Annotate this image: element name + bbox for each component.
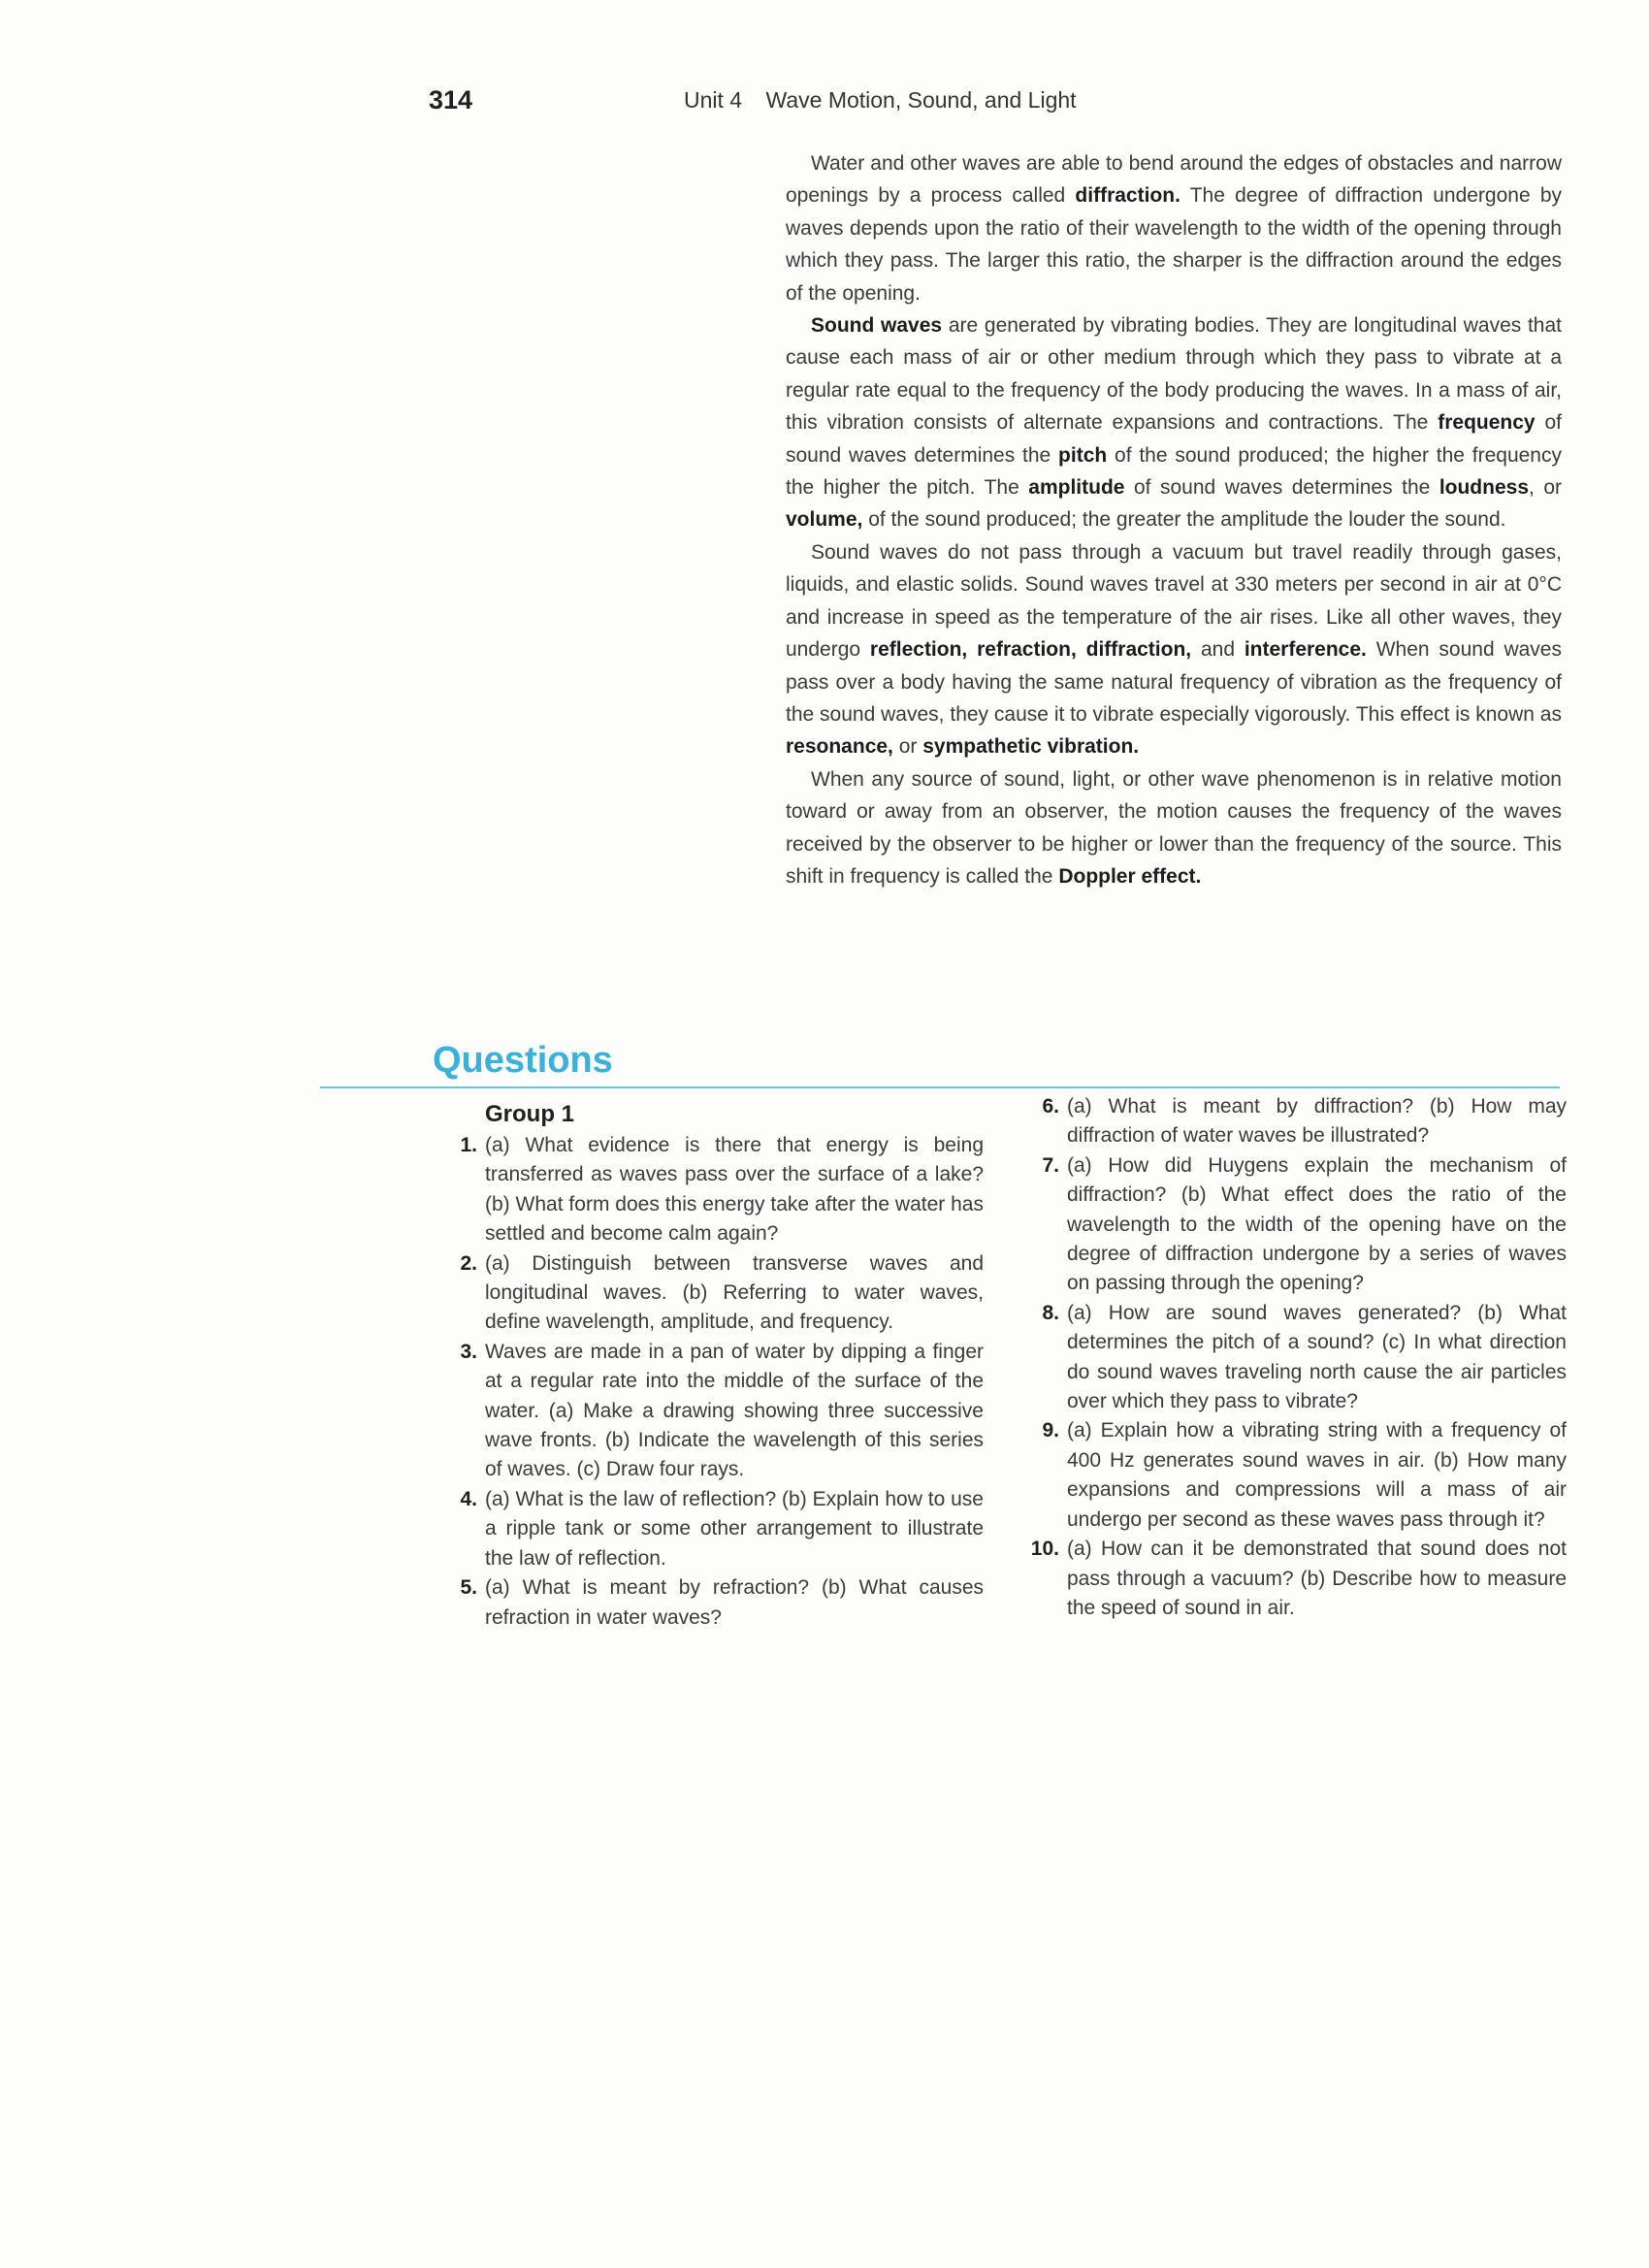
key-term: Doppler effect. xyxy=(1058,864,1202,888)
body-paragraph xyxy=(786,147,1562,309)
question-text: (a) How can it be demonstrated that sound does not pass through a vacuum? (b) Describe how to measure the speed of sound in air. xyxy=(1067,1538,1567,1619)
question-text: (a) How did Huygens explain the mechanism of diffraction? (b) What effect does the ratio of the wavelength to the width of the opening have on the degree of diffraction undergone by a series of waves on passing through the opening? xyxy=(1067,1153,1567,1295)
question-text: Waves are made in a pan of water by dipping a finger at a regular rate into the middle of the surface of the water. (a) Make a drawing showing three successive wave fronts. (b) Indicate the wavelength of this series of waves. (c) Draw four rays. xyxy=(485,1340,984,1481)
page-number: 314 xyxy=(429,85,473,114)
text-run: When sound waves pass over a body having the same natural frequency of vibration as the frequency of the sound waves, they cause it to vibrate especially vigorously. This effect is known as xyxy=(786,638,1562,726)
question-number: 4. xyxy=(460,1487,477,1510)
key-term: reflection, refraction, diffraction, xyxy=(869,638,1192,662)
text-run: The degree of diffraction undergone by waves depends upon the ratio of their wavelength to the width of the opening through which they pass. The larger this ratio, the sharper is the diffraction around the edges of the opening. xyxy=(786,184,1562,305)
question-text: (a) What evidence is there that energy is being transferred as waves pass over the surface of a lake? (b) What form does this energy take after the water has settled and become calm again? xyxy=(485,1134,984,1246)
question-item xyxy=(1028,1299,1567,1417)
question-number: 10. xyxy=(1030,1538,1059,1561)
questions-heading: Questions xyxy=(433,1040,613,1081)
text-run: of sound waves determines the xyxy=(786,411,1562,467)
body-text xyxy=(786,147,1562,892)
text-run: Sound waves do not pass through a vacuum but travel readily through gases, liquids, and elastic solids. Sound waves travel at 330 meters per second in air at 0°C and increase in speed as the temperature of the air rises. Like all other waves, they undergo xyxy=(786,540,1562,662)
question-number: 9. xyxy=(1042,1419,1059,1442)
section-divider xyxy=(320,1086,1560,1088)
text-run: of the sound produced; the higher the frequency the higher the pitch. The xyxy=(786,443,1562,500)
question-text: (a) What is the law of reflection? (b) Explain how to use a ripple tank or some other arrangement to illustrate the law of reflection. xyxy=(485,1487,984,1570)
question-number: 7. xyxy=(1042,1153,1059,1177)
key-term: loudness xyxy=(1439,476,1529,500)
body-paragraph xyxy=(786,309,1562,536)
key-term: diffraction. xyxy=(1075,184,1180,208)
question-text: (a) Distinguish between transverse waves and longitudinal waves. (b) Referring to water waves, define wavelength, amplitude, and frequency. xyxy=(485,1251,984,1334)
text-run: of sound waves determines the xyxy=(1124,476,1439,500)
questions-right-column xyxy=(1028,1092,1567,1623)
question-text: (a) How are sound waves generated? (b) What determines the pitch of a sound? (c) In what direction do sound waves traveling north cause the air particles over which they pass to vibrate? xyxy=(1067,1301,1567,1413)
key-term: interference. xyxy=(1244,638,1367,662)
text-run: are generated by vibrating bodies. They are longitudinal waves that cause each mass of air or other medium through which they pass to vibrate at a regular rate equal to the frequency of the body producing the waves. In a mass of air, this vibration consists of alternate expansions and contractions. The xyxy=(786,314,1562,435)
question-list-right xyxy=(1028,1092,1567,1623)
key-term: sympathetic vibration. xyxy=(922,735,1140,759)
group-title: Group 1 xyxy=(485,1101,575,1127)
key-term: Sound waves xyxy=(811,314,943,338)
body-paragraph xyxy=(786,763,1562,893)
question-item xyxy=(448,1573,984,1633)
question-number: 6. xyxy=(1042,1095,1059,1118)
question-number: 3. xyxy=(460,1340,477,1363)
text-run: When any source of sound, light, or other wave phenomenon is in relative motion toward or away from an observer, the motion causes the frequency of the waves received by the observer to be higher or lower than the frequency of the source. This shift in frequency is called the xyxy=(786,767,1562,888)
question-item xyxy=(1028,1416,1567,1535)
key-term: volume, xyxy=(786,508,863,532)
text-run: , or xyxy=(1529,476,1563,500)
question-item xyxy=(448,1338,984,1485)
question-number: 5. xyxy=(460,1576,477,1600)
question-item xyxy=(1028,1092,1567,1151)
question-number: 8. xyxy=(1042,1301,1059,1324)
text-run: Water and other waves are able to bend around the edges of obstacles and narrow openings by a process called xyxy=(786,152,1562,208)
question-number: 2. xyxy=(460,1251,477,1275)
key-term: amplitude xyxy=(1028,476,1125,500)
question-text: (a) What is meant by refraction? (b) What causes refraction in water waves? xyxy=(485,1576,984,1629)
question-item xyxy=(448,1131,984,1249)
question-text: (a) Explain how a vibrating string with a frequency of 400 Hz generates sound waves in air. (b) How many expansions and compressions will a mass of air undergo per second as these waves pass through it? xyxy=(1067,1419,1567,1531)
question-item xyxy=(448,1485,984,1573)
question-item xyxy=(1028,1151,1567,1299)
text-run: and xyxy=(1191,638,1245,662)
key-term: frequency xyxy=(1438,411,1536,435)
chapter-title: Wave Motion, Sound, and Light xyxy=(765,87,1077,113)
running-head xyxy=(684,87,1077,113)
question-text: (a) What is meant by diffraction? (b) How may diffraction of water waves be illustrated? xyxy=(1067,1095,1567,1148)
question-item xyxy=(448,1249,984,1338)
question-number: 1. xyxy=(460,1134,477,1156)
key-term: resonance, xyxy=(786,735,893,759)
question-list-left xyxy=(448,1131,984,1633)
key-term: pitch xyxy=(1058,443,1108,467)
text-run: or xyxy=(892,735,923,759)
unit-label: Unit 4 xyxy=(684,87,743,113)
questions-left-column xyxy=(448,1098,984,1633)
body-paragraph xyxy=(786,536,1562,763)
question-item xyxy=(1028,1535,1567,1623)
text-run: of the sound produced; the greater the amplitude the louder the sound. xyxy=(862,508,1506,532)
